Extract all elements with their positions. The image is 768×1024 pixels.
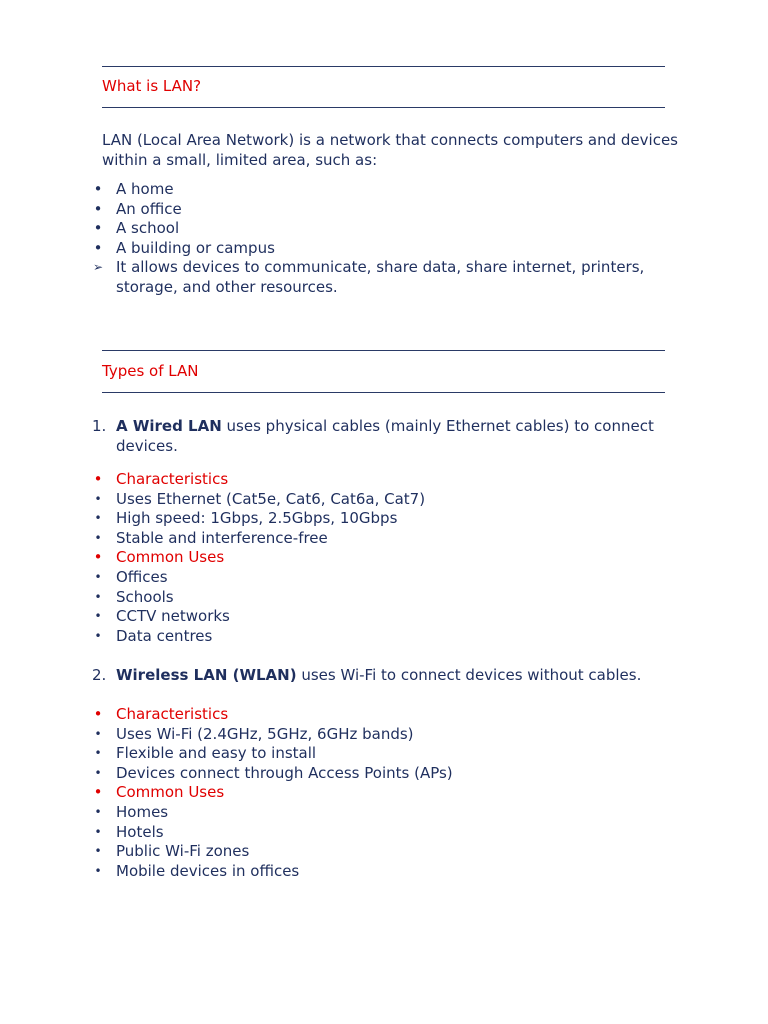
list-item: • Stable and interference-free: [0, 529, 686, 549]
bullet-icon: •: [93, 180, 103, 198]
bullet-icon: •: [94, 746, 102, 761]
list-item: • CCTV networks: [0, 607, 686, 627]
bottom-rule-2: [102, 392, 665, 393]
bullet-icon: •: [93, 238, 103, 257]
intro-paragraph: LAN (Local Area Network) is a network that connects computers and devices within a small, limited area, such as:: [102, 131, 678, 169]
list-item: • Devices connect through Access Points (APs): [0, 764, 686, 784]
list-item: • Offices: [0, 568, 686, 588]
top-rule-2: [102, 350, 665, 351]
list-item: • Common Uses: [0, 548, 686, 568]
list-item: • Homes: [0, 803, 686, 823]
bullet-icon: •: [94, 824, 102, 839]
list-item: • Mobile devices in offices: [0, 862, 686, 882]
wireless-lan-details: [0, 705, 768, 881]
bullet-icon: •: [93, 548, 103, 567]
wired-lan-details: [0, 470, 768, 646]
list-item: • Hotels: [0, 823, 686, 843]
list-item: • A home: [0, 180, 686, 200]
bullet-icon: •: [94, 491, 102, 506]
bullet-icon: •: [93, 783, 103, 802]
item-description: Wireless LAN (WLAN) uses Wi-Fi to connect devices without cables.: [116, 666, 642, 684]
bullet-icon: •: [94, 530, 102, 545]
bullet-icon: •: [93, 705, 103, 723]
list-item: • Schools: [0, 588, 686, 608]
bullet-icon: •: [94, 765, 102, 780]
list-item: • Common Uses: [0, 783, 686, 803]
bullet-icon: •: [94, 609, 102, 624]
bullet-icon: •: [94, 628, 102, 643]
arrow-bullet-icon: ➢: [92, 260, 104, 275]
section-heading-types-of-lan: Types of LAN: [102, 362, 199, 380]
lan-places-list: [0, 180, 768, 298]
list-item: • Data centres: [0, 627, 686, 647]
heading-text: What is LAN?: [102, 77, 202, 95]
bullet-icon: •: [94, 863, 102, 878]
bullet-icon: •: [94, 844, 102, 859]
item-description: A Wired LAN uses physical cables (mainly Ethernet cables) to connect devices.: [116, 417, 654, 455]
list-item: • A building or campus: [0, 239, 686, 259]
list-item: ➢ It allows devices to communicate, share data, share internet, printers, storage, and other resources.: [92, 258, 645, 296]
top-rule-1: [102, 66, 665, 67]
item-number: 1.: [92, 417, 107, 435]
list-item: • Uses Wi-Fi (2.4GHz, 5GHz, 6GHz bands): [0, 725, 686, 745]
bullet-icon: •: [93, 470, 103, 488]
list-item: • Uses Ethernet (Cat5e, Cat6, Cat6a, Cat7): [0, 490, 686, 510]
list-item: • Flexible and easy to install: [0, 744, 686, 764]
bullet-icon: •: [94, 804, 102, 819]
list-item: • An office: [0, 200, 686, 220]
bullet-icon: •: [93, 199, 103, 218]
bullet-icon: •: [94, 511, 102, 526]
bullet-icon: •: [93, 219, 103, 238]
list-item: • Characteristics: [0, 705, 686, 725]
section-heading-what-is-lan: [102, 76, 201, 96]
list-item: • Public Wi-Fi zones: [0, 842, 686, 862]
bullet-icon: •: [94, 569, 102, 584]
bottom-rule-1: [102, 107, 665, 108]
list-item: • A school: [0, 219, 686, 239]
item-number: 2.: [92, 666, 107, 684]
bullet-icon: •: [94, 726, 102, 741]
bullet-icon: •: [94, 589, 102, 604]
list-item: • Characteristics: [0, 470, 686, 490]
list-item: • High speed: 1Gbps, 2.5Gbps, 10Gbps: [0, 509, 686, 529]
